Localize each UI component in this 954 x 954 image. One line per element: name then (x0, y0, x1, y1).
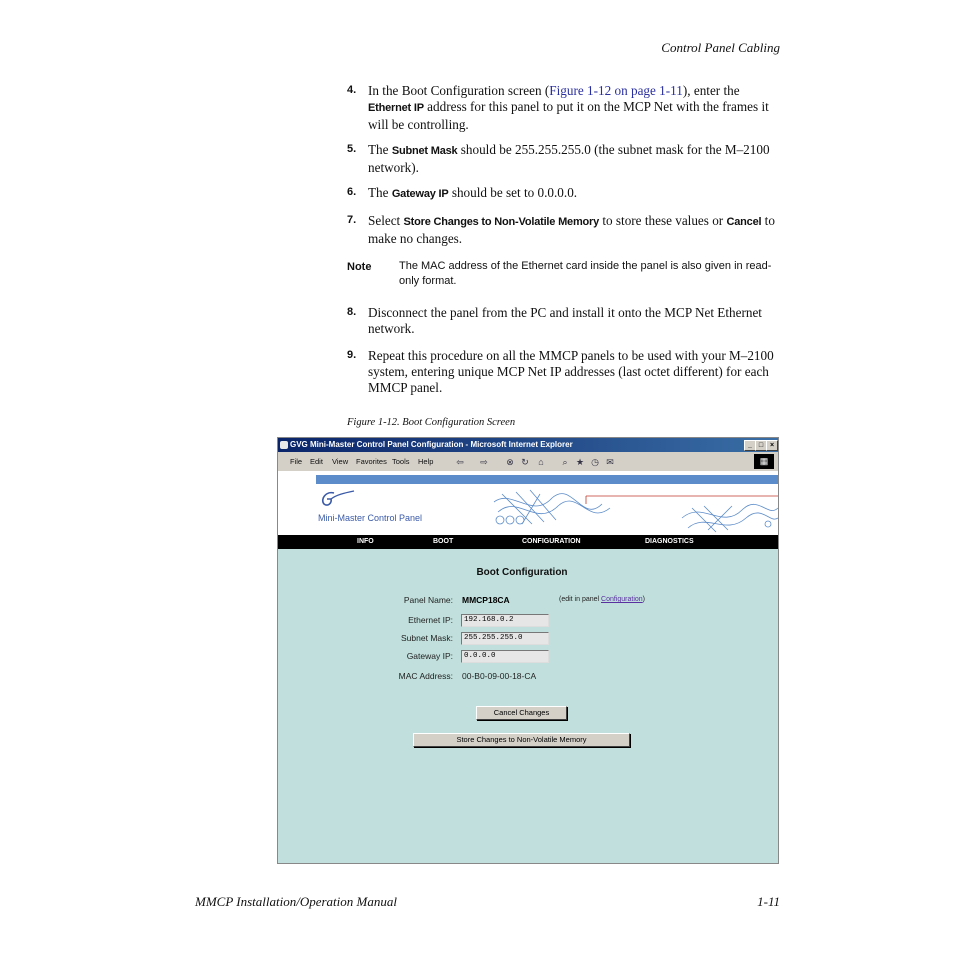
running-header: Control Panel Cabling (661, 40, 780, 55)
search-icon[interactable]: ⌕ (562, 457, 568, 467)
menu-edit[interactable]: Edit (310, 457, 323, 466)
keyword: Subnet Mask (391, 145, 458, 157)
minimize-icon[interactable]: _ (744, 440, 756, 451)
nav-diagnostics[interactable]: DIAGNOSTICS (645, 538, 694, 545)
ethernet-ip-input[interactable]: 192.168.0.2 (461, 614, 549, 627)
panel-name-label: Panel Name: (403, 595, 453, 605)
mac-address-value: 00-B0-09-00-18-CA (462, 671, 537, 681)
browser-window (277, 437, 779, 864)
gateway-ip-label: Gateway IP: (406, 651, 453, 661)
menu-view[interactable]: View (332, 457, 349, 466)
nav-info[interactable]: INFO (357, 538, 374, 545)
step-number: 4. (347, 84, 357, 96)
keyword: Cancel (726, 216, 762, 228)
back-icon[interactable]: ⇦ (456, 457, 464, 467)
nav-configuration[interactable]: CONFIGURATION (522, 538, 581, 545)
ie-app-icon (280, 441, 288, 449)
menu-help[interactable]: Help (418, 457, 434, 466)
keyword: Gateway IP (391, 188, 449, 200)
maximize-icon[interactable]: □ (755, 440, 767, 451)
nav-boot[interactable]: BOOT (433, 538, 454, 545)
configuration-link[interactable]: Configuration (601, 596, 643, 603)
favorites-icon[interactable]: ★ (575, 457, 585, 467)
menu-bar (278, 453, 778, 470)
note-label: Note (347, 261, 372, 273)
figure-caption: Figure 1-12. Boot Configuration Screen (347, 417, 516, 428)
home-icon[interactable]: ⌂ (538, 457, 544, 467)
menu-tools[interactable]: Tools (392, 457, 410, 466)
subnet-mask-label: Subnet Mask: (401, 633, 453, 643)
banner-wave-art-icon (492, 484, 778, 534)
mail-icon[interactable]: ✉ (606, 457, 614, 467)
site-name: Mini-Master Control Panel (318, 513, 423, 523)
ethernet-ip-label: Ethernet IP: (408, 615, 453, 625)
step-number: 6. (347, 186, 357, 198)
step-6: 6. The Gateway IP should be set to 0.0.0.0. (347, 185, 578, 200)
edit-note: (edit in panel Configuration) (559, 596, 646, 603)
banner-bar (316, 475, 778, 484)
note (347, 259, 777, 289)
window-titlebar (278, 438, 778, 452)
subnet-mask-input[interactable]: 255.255.255.0 (461, 632, 549, 645)
close-icon[interactable]: × (766, 440, 778, 451)
step-4: 4. In the Boot Configuration screen (Figure 1-12 on page 1-11), enter the Ethernet IP address for this panel to put it on the MCP Net with the frames it will be controlling. (347, 83, 769, 132)
menu-file[interactable]: File (290, 457, 303, 466)
window-title: GVG Mini-Master Control Panel Configuration - Microsoft Internet Explorer (290, 440, 573, 449)
page-banner (278, 471, 778, 536)
keyword: Ethernet IP (368, 101, 424, 114)
step-5: 5. The Subnet Mask should be 255.255.255.0 (the subnet mask for the M–2100 network). (347, 142, 770, 175)
figure-link[interactable]: Figure 1-12 on page 1-11 (549, 83, 683, 98)
note-text: The MAC address of the Ethernet card inside the panel is also given in read-only format. (399, 260, 772, 287)
step-7: 7. Select Store Changes to Non-Volatile Memory to store these values or Cancel to make no changes. (347, 213, 775, 246)
step-number: 5. (347, 143, 357, 155)
menu-favorites[interactable]: Favorites (356, 457, 387, 466)
step-number: 7. (347, 214, 357, 226)
forward-icon[interactable]: ⇨ (480, 457, 488, 467)
store-changes-button[interactable]: Store Changes to Non-Volatile Memory (413, 733, 630, 747)
windows-logo-icon: ▦ (754, 454, 774, 469)
panel-name-value: MMCP18CA (462, 595, 510, 605)
page-number: 1-11 (757, 894, 780, 909)
history-icon[interactable]: ◷ (591, 457, 599, 467)
step-9: 9. Repeat this procedure on all the MMCP panels to be used with your M–2100 system, entering unique MCP Net IP addresses (last octet different) for each MMCP panel. (347, 348, 774, 395)
cancel-changes-button[interactable]: Cancel Changes (476, 706, 567, 720)
stop-icon[interactable]: ⊗ (506, 457, 514, 467)
mac-address-label: MAC Address: (398, 671, 453, 681)
step-8: 8. Disconnect the panel from the PC and install it onto the MCP Net Ethernet network. (347, 305, 762, 336)
step-number: 8. (347, 306, 357, 318)
gateway-ip-input[interactable]: 0.0.0.0 (461, 650, 549, 663)
web-page (278, 471, 778, 863)
keyword: Store Changes to Non-Volatile Memory (403, 216, 600, 228)
nav-bar (278, 535, 778, 549)
step-number: 9. (347, 349, 357, 361)
gvg-logo-icon (318, 489, 358, 509)
footer-manual-title: MMCP Installation/Operation Manual (195, 894, 397, 909)
refresh-icon[interactable]: ↻ (521, 457, 529, 467)
page-title: Boot Configuration (476, 567, 568, 578)
